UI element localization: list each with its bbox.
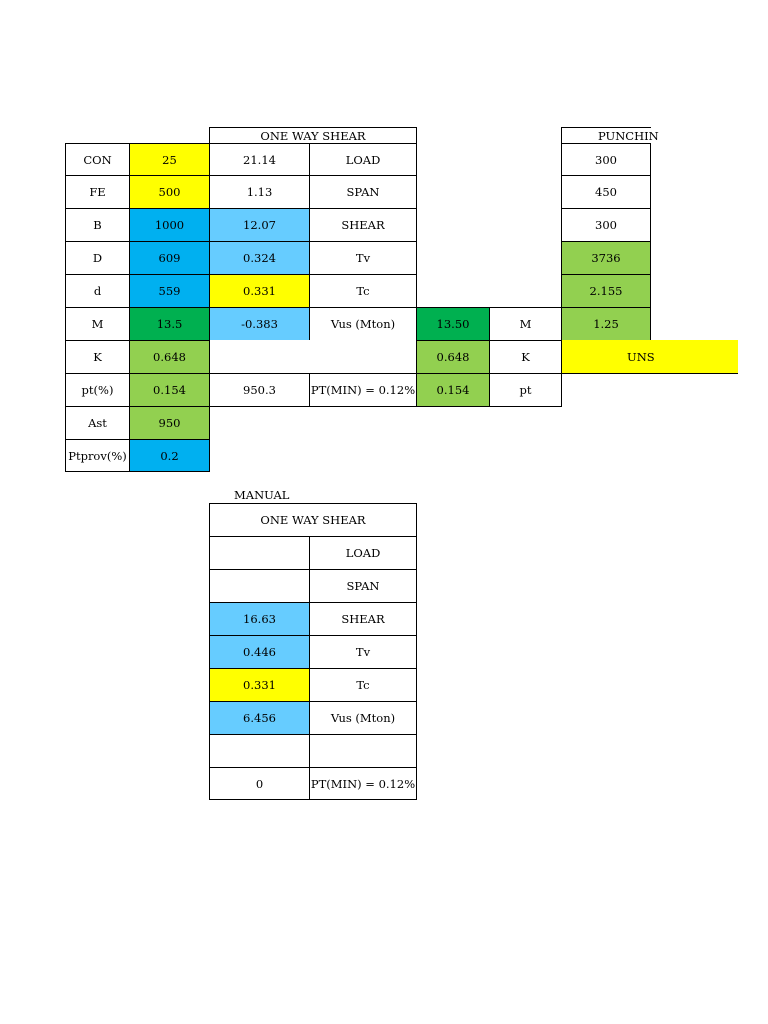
punching-value-3[interactable]: 300 <box>561 208 651 242</box>
left-value-k[interactable]: 0.648 <box>129 340 210 374</box>
ows-label-vus[interactable]: Vus (Mton) <box>309 307 417 341</box>
left-value-m[interactable]: 13.5 <box>129 307 210 341</box>
extra-value-pt[interactable]: 0.154 <box>416 373 490 407</box>
manual-label-ptmin[interactable]: PT(MIN) = 0.12% <box>309 767 417 800</box>
one-way-shear-title: ONE WAY SHEAR <box>209 127 417 144</box>
punching-value-1[interactable]: 300 <box>561 143 651 176</box>
ows-label-tc[interactable]: Tc <box>309 274 417 308</box>
left-value-con[interactable]: 25 <box>129 143 210 176</box>
manual-label-load[interactable]: LOAD <box>309 536 417 570</box>
extra-label-m[interactable]: M <box>489 307 562 341</box>
ows-value-shear[interactable]: 12.07 <box>209 208 310 242</box>
manual-label-shear[interactable]: SHEAR <box>309 602 417 636</box>
ows-label-ptmin[interactable]: PT(MIN) = 0.12% <box>309 373 417 407</box>
ows-label-span[interactable]: SPAN <box>309 175 417 209</box>
punching-status[interactable]: UNS <box>561 340 738 374</box>
ows-label-load[interactable]: LOAD <box>309 143 417 176</box>
ows-label-shear[interactable]: SHEAR <box>309 208 417 242</box>
left-value-b[interactable]: 1000 <box>129 208 210 242</box>
manual-value-ptmin[interactable]: 0 <box>209 767 310 800</box>
punching-value-5[interactable]: 2.155 <box>561 274 651 308</box>
ows-value-tc[interactable]: 0.331 <box>209 274 310 308</box>
left-label-d-lower[interactable]: d <box>65 274 130 308</box>
manual-value-shear[interactable]: 16.63 <box>209 602 310 636</box>
left-value-d-lower[interactable]: 559 <box>129 274 210 308</box>
extra-value-m[interactable]: 13.50 <box>416 307 490 341</box>
left-label-ast[interactable]: Ast <box>65 406 130 440</box>
ows-label-tv[interactable]: Tv <box>309 241 417 275</box>
manual-label-vus[interactable]: Vus (Mton) <box>309 701 417 735</box>
ows-value-vus[interactable]: -0.383 <box>209 307 310 341</box>
manual-title: ONE WAY SHEAR <box>209 503 417 537</box>
manual-label-empty[interactable] <box>309 734 417 768</box>
left-label-con[interactable]: CON <box>65 143 130 176</box>
left-label-b[interactable]: B <box>65 208 130 242</box>
left-label-ptprov[interactable]: Ptprov(%) <box>65 439 130 472</box>
left-label-k[interactable]: K <box>65 340 130 374</box>
manual-value-empty[interactable] <box>209 734 310 768</box>
left-value-ptprov[interactable]: 0.2 <box>129 439 210 472</box>
extra-label-k[interactable]: K <box>489 340 562 374</box>
manual-value-load[interactable] <box>209 536 310 570</box>
manual-value-tc[interactable]: 0.331 <box>209 668 310 702</box>
manual-value-vus[interactable]: 6.456 <box>209 701 310 735</box>
ows-empty-row[interactable] <box>209 340 417 374</box>
extra-value-k[interactable]: 0.648 <box>416 340 490 374</box>
manual-label-tv[interactable]: Tv <box>309 635 417 669</box>
ows-value-tv[interactable]: 0.324 <box>209 241 310 275</box>
left-label-m[interactable]: M <box>65 307 130 341</box>
punching-value-2[interactable]: 450 <box>561 175 651 209</box>
manual-label-span[interactable]: SPAN <box>309 569 417 603</box>
left-label-d-upper[interactable]: D <box>65 241 130 275</box>
left-label-fe[interactable]: FE <box>65 175 130 209</box>
left-value-ast[interactable]: 950 <box>129 406 210 440</box>
left-value-d-upper[interactable]: 609 <box>129 241 210 275</box>
manual-label-tc[interactable]: Tc <box>309 668 417 702</box>
ows-value-ptmin[interactable]: 950.3 <box>209 373 310 407</box>
punching-value-4[interactable]: 3736 <box>561 241 651 275</box>
extra-label-pt[interactable]: pt <box>489 373 562 407</box>
manual-value-span[interactable] <box>209 569 310 603</box>
manual-caption: MANUAL <box>234 488 290 502</box>
punching-title: PUNCHIN <box>561 127 651 144</box>
left-label-pt[interactable]: pt(%) <box>65 373 130 407</box>
manual-value-tv[interactable]: 0.446 <box>209 635 310 669</box>
punching-value-6[interactable]: 1.25 <box>561 307 651 341</box>
left-value-pt[interactable]: 0.154 <box>129 373 210 407</box>
ows-value-load[interactable]: 21.14 <box>209 143 310 176</box>
left-value-fe[interactable]: 500 <box>129 175 210 209</box>
ows-value-span[interactable]: 1.13 <box>209 175 310 209</box>
